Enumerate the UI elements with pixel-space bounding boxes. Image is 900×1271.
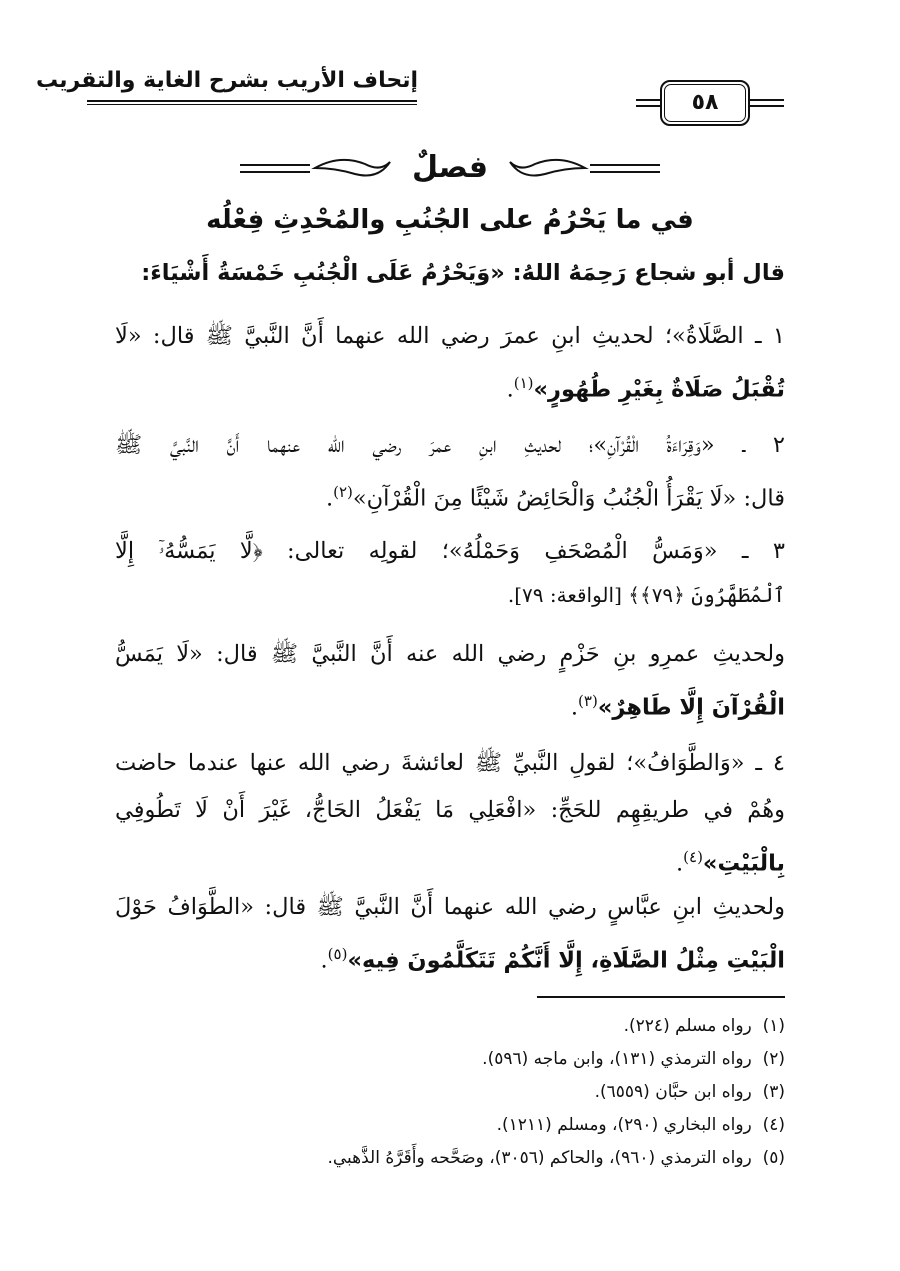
running-header-title: إتحاف الأريب بشرح الغاية والتقريب	[35, 68, 418, 93]
footnote-number: (١)	[762, 1016, 785, 1036]
para2-quote: قال: «لَا يَقْرَأُ الْجُنُبُ وَالْحَائِضُ شَيْئًا مِنَ الْقُرْآنِ»	[352, 485, 785, 512]
footnote-text: رواه ابن حبَّان (٦٥٥٩).	[594, 1082, 752, 1102]
para1-line2: تُقْبَلُ صَلَاةٌ بِغَيْرِ طُهُورٍ»$^{(١)}$.	[506, 374, 785, 403]
footnote-ref-2[interactable]: (٢)	[333, 483, 353, 501]
para5-quote: بِالْبَيْتِ»	[702, 850, 785, 877]
footnote-3	[115, 1080, 785, 1104]
para2-line2: قال: «لَا يَقْرَأُ الْجُنُبُ وَالْحَائِضُ شَيْئًا مِنَ الْقُرْآنِ»$^{(٢)}$.	[325, 483, 785, 512]
footnote-ref-3[interactable]: (٣)	[578, 692, 598, 710]
header-rule-thin	[87, 104, 417, 105]
para3-line1: ٣ ـ «وَمَسُّ الْمُصْحَفِ وَحَمْلُهُ»؛ لقولِه تعالى: ﴿لَّا يَمَسُّهُۥٓ إِلَّا	[115, 538, 785, 564]
footnote-text: رواه الترمذي (١٣١)، وابن ماجه (٥٩٦).	[482, 1049, 752, 1069]
page-number: ٥٨	[664, 84, 746, 122]
para2-line1: ٢ ـ «وَقِرَاءَةُ الْقُرْآنِ»؛ لحديثِ ابنِ عمرَ رضي الله عنهما أَنَّ النَّبيَّ ﷺ	[115, 432, 785, 458]
header-left-double-line	[750, 99, 784, 107]
para6-line1: ولحديثِ ابنِ عبَّاسٍ رضي الله عنهما أَنَّ النَّبيَّ ﷺ قال: «الطَّوَافُ حَوْلَ	[115, 894, 785, 920]
section-subtitle: في ما يَحْرُمُ على الجُنُبِ والمُحْدِثِ فِعْلُه	[206, 205, 694, 235]
header-mid-double-line	[636, 99, 660, 107]
header-rule	[87, 100, 417, 102]
para5-line3: بِالْبَيْتِ»$^{(٤)}$.	[675, 848, 785, 877]
section-heading: فصلٌ	[412, 150, 488, 185]
para4-line2: الْقُرْآنَ إِلَّا طَاهِرٌ»$^{(٣)}$.	[570, 692, 785, 721]
footnote-number: (٢)	[762, 1049, 785, 1069]
footnote-2	[115, 1047, 785, 1071]
footnote-number: (٥)	[762, 1148, 785, 1168]
footnote-ref-1[interactable]: (١)	[513, 374, 534, 392]
footnote-ref-5[interactable]: (٥)	[327, 945, 348, 963]
para5-line1: ٤ ـ «وَالطَّوَافُ»؛ لقولِ النَّبيِّ ﷺ لعائشةَ رضي الله عنها عندما حاضت	[115, 750, 785, 776]
para6-quote: الْبَيْتِ مِثْلُ الصَّلَاةِ، إِلَّا أَنَّكُمْ تَتَكَلَّمُونَ فِيهِ»	[347, 947, 785, 974]
footnote-text: رواه البخاري (٢٩٠)، ومسلم (١٢١١).	[496, 1115, 752, 1135]
footnote-text: رواه مسلم (٢٢٤).	[623, 1016, 752, 1036]
footnote-5	[115, 1146, 785, 1170]
para5-line2: وهُمْ في طريقِهِم للحَجِّ: «افْعَلِي مَا يَفْعَلُ الحَاجُّ، غَيْرَ أَنْ لَا تَطُوفِي	[115, 797, 785, 823]
para6-line2: الْبَيْتِ مِثْلُ الصَّلَاةِ، إِلَّا أَنَّكُمْ تَتَكَلَّمُونَ فِيهِ»$^{(٥)}$.	[320, 945, 785, 974]
footnote-1	[115, 1014, 785, 1038]
footnote-text: رواه الترمذي (٩٦٠)، والحاكم (٣٠٥٦)، وصَحَّحه وأَقَرَّهُ الذَّهبي.	[327, 1148, 752, 1168]
para4-quote: الْقُرْآنَ إِلَّا طَاهِرٌ»	[597, 694, 785, 721]
footnote-number: (٤)	[762, 1115, 785, 1135]
para1-quote: تُقْبَلُ صَلَاةٌ بِغَيْرِ طُهُورٍ»	[533, 376, 785, 403]
intro-line: قال أبو شجاع رَحِمَهُ اللهُ: «وَيَحْرُمُ عَلَى الْجُنُبِ خَمْسَةُ أَشْيَاءَ:	[141, 260, 785, 286]
footnote-separator	[537, 996, 785, 998]
footnote-4	[115, 1113, 785, 1137]
footnote-number: (٣)	[762, 1082, 785, 1102]
para1-line1: ١ ـ الصَّلَاةُ»؛ لحديثِ ابنِ عمرَ رضي الله عنهما أَنَّ النَّبيَّ ﷺ قال: «لَا	[115, 323, 785, 349]
para4-line1: ولحديثِ عمرِو بنِ حَزْمٍ رضي الله عنه أَنَّ النَّبيَّ ﷺ قال: «لَا يَمَسُّ	[115, 641, 785, 667]
footnote-ref-4[interactable]: (٤)	[683, 848, 703, 866]
para3-line2: ٱلْمُطَهَّرُونَ ﴿٧٩﴾﴾ [الواقعة: ٧٩].	[507, 583, 785, 607]
